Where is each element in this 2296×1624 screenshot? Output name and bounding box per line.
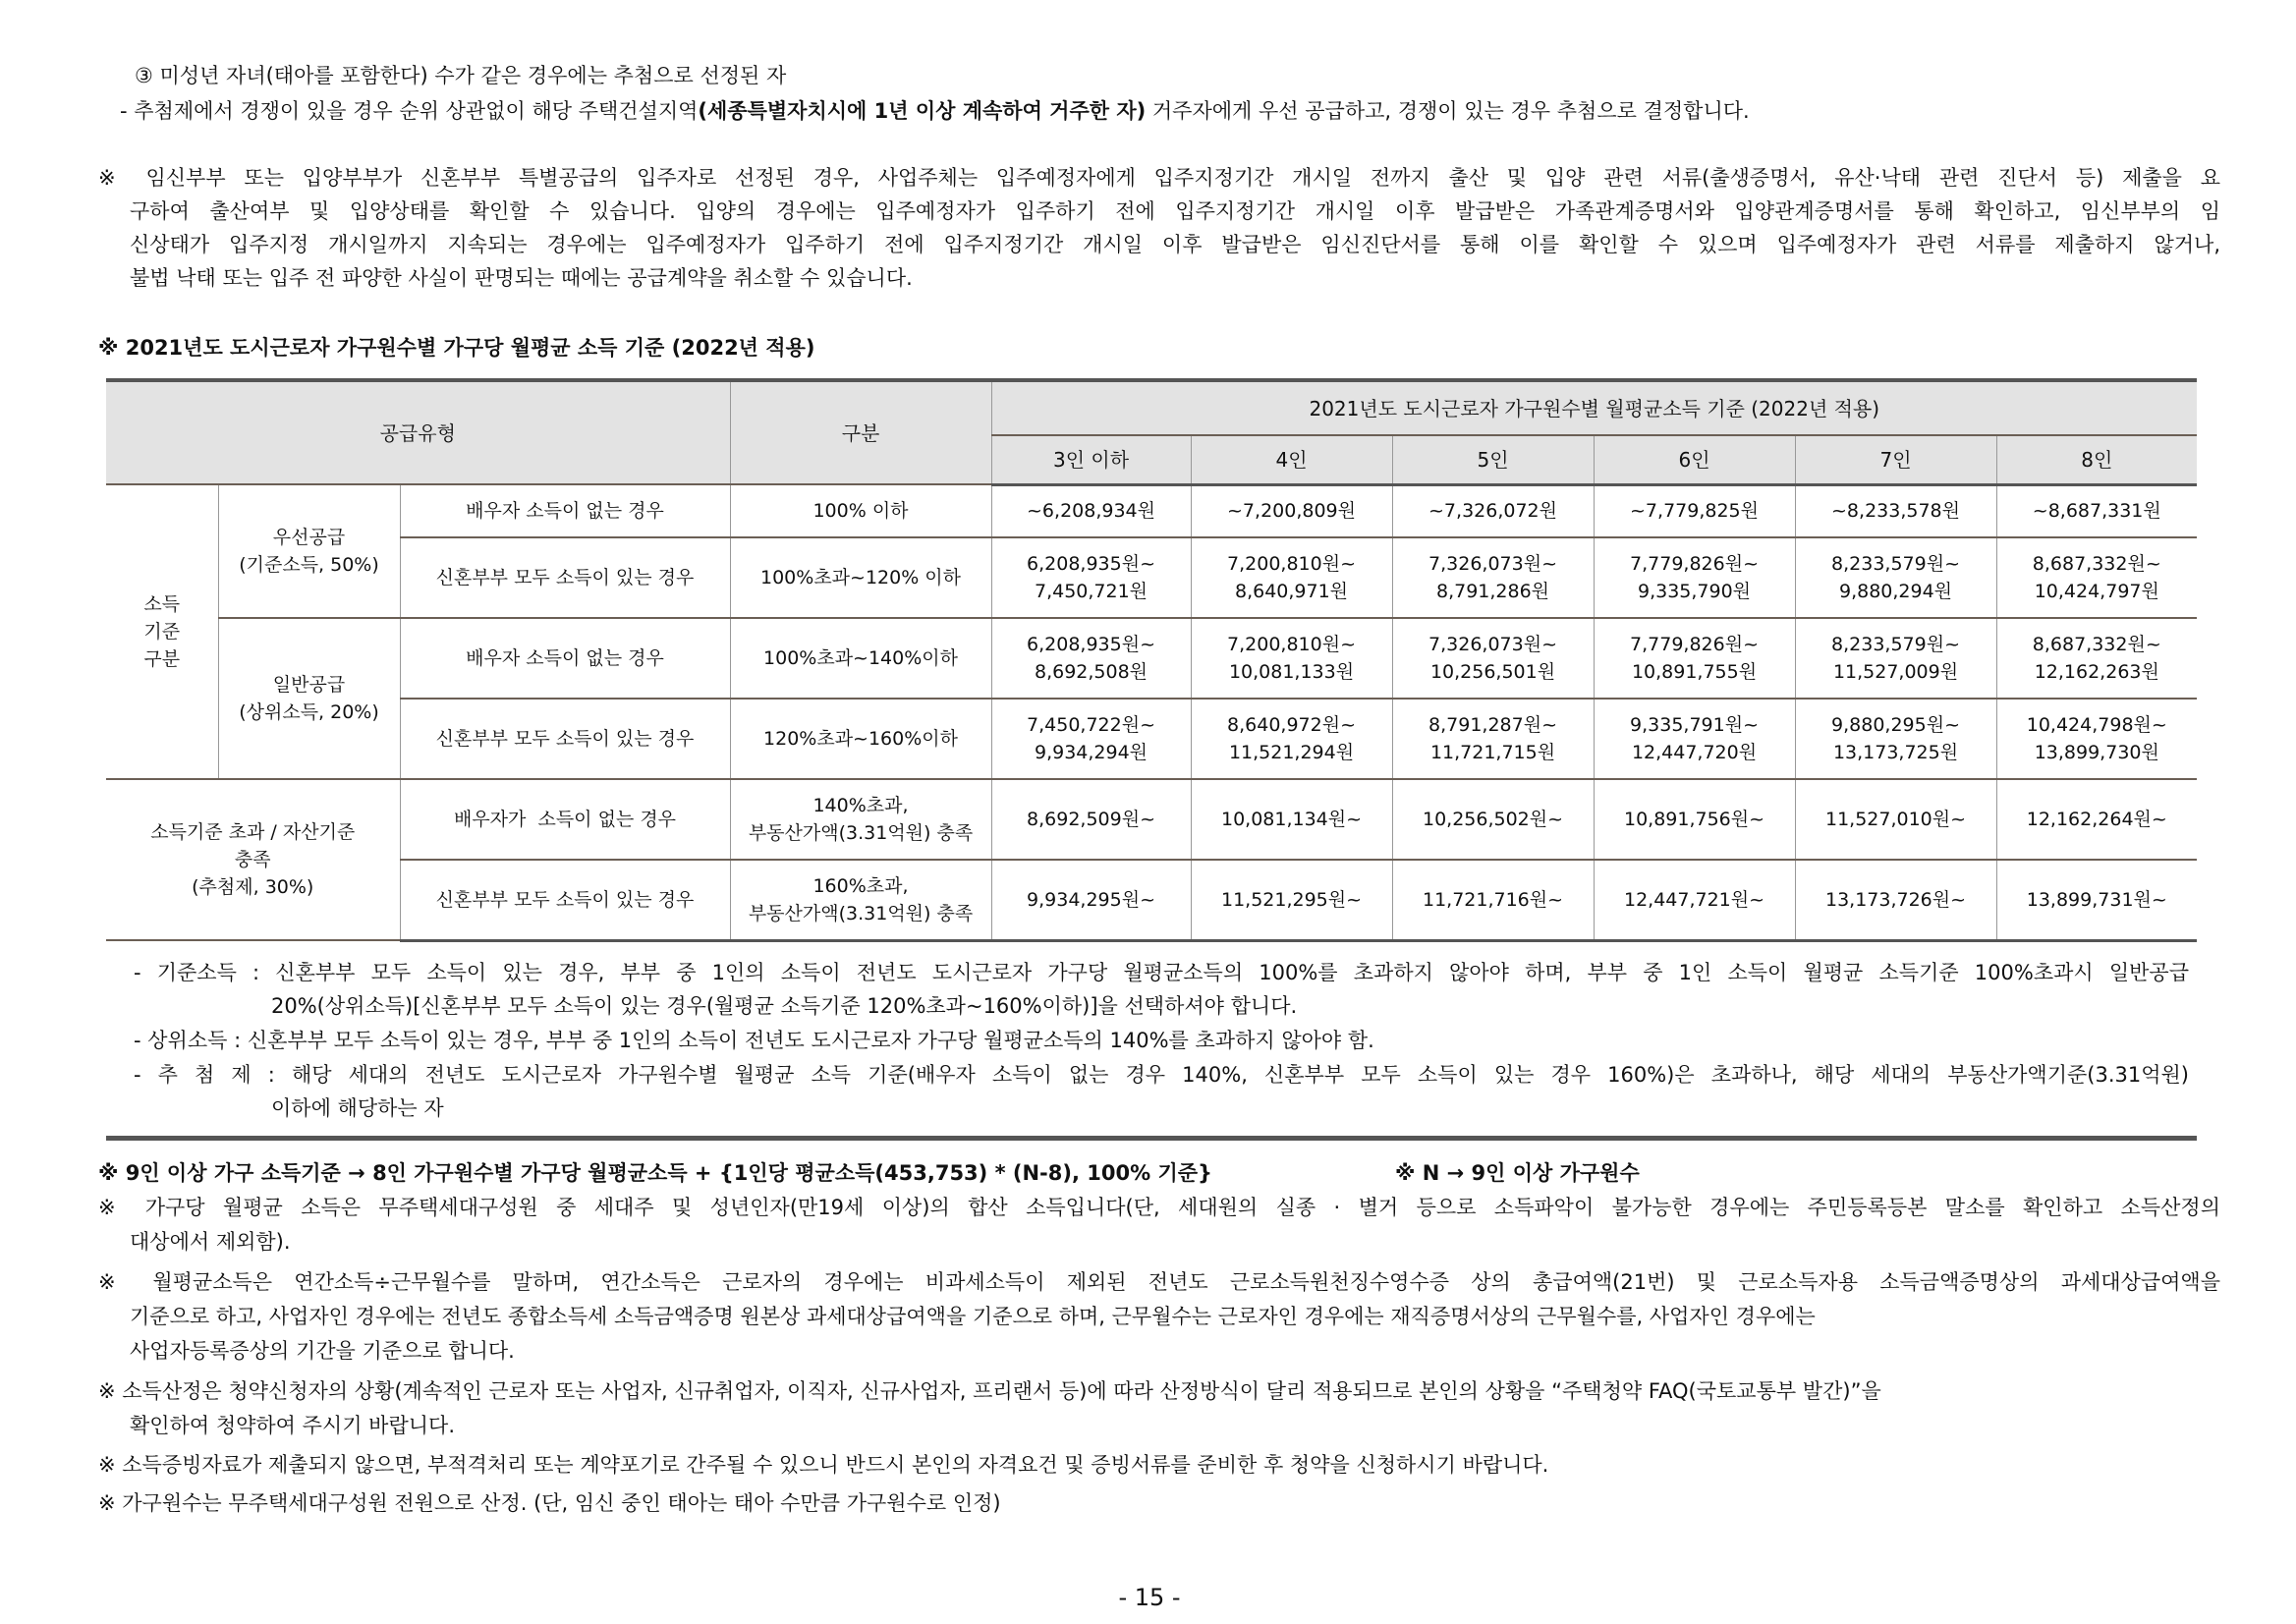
header-income-standard: 2021년도 도시근로자 가구원수별 월평균소득 기준 (2022년 적용) [991,380,2197,435]
pregnancy-note-line-3: 신상태가 입주지정 개시일까지 지속되는 경우에는 입주예정자가 입주하기 전에 입주지정기간 개시일 이후 발급받은 임신진단서를 통해 이를 확인할 수 있으며 입주예정자가 관련 서류를 제출하지 않거나, [130,233,2220,256]
income-cell: 7,779,826원~ 10,891,755원 [1594,618,1795,699]
income-standard-table [106,378,2197,942]
income-cell: 11,721,716원~ [1392,860,1594,940]
row-condition: 신혼부부 모두 소득이 있는 경우 [400,860,730,940]
income-cell: 11,527,010원~ [1795,779,1996,860]
income-cell: 9,335,791원~ 12,447,720원 [1594,699,1795,779]
note-household-income-2: 대상에서 제외함). [130,1230,291,1254]
row-range: 160%초과, 부동산가액(3.31억원) 충족 [730,860,991,940]
income-cell: 7,200,810원~ 8,640,971원 [1191,537,1392,618]
income-cell: ~8,687,331원 [1996,484,2197,537]
income-cell: 7,779,826원~ 9,335,790원 [1594,537,1795,618]
intro-line-2-bold: (세종특별자치시에 1년 이상 계속하여 거주한 자) [698,99,1147,123]
general-supply-label: 일반공급 (상위소득, 20%) [218,618,400,779]
priority-supply-label: 우선공급 (기준소득, 50%) [218,484,400,618]
intro-line-2-c: 거주자에게 우선 공급하고, 경쟁이 있는 경우 추첨으로 결정합니다. [1146,99,1750,123]
row-range: 100%초과~140%이하 [730,618,991,699]
income-cell: 11,521,295원~ [1191,860,1392,940]
table-title: ※ 2021년도 도시근로자 가구원수별 가구당 월평균 소득 기준 (2022년 적용) [98,336,815,360]
income-cell: 8,640,972원~ 11,521,294원 [1191,699,1392,779]
header-size-6: 6인 [1594,435,1795,484]
note-n-definition: ※ N → 9인 이상 가구원수 [1395,1161,1640,1185]
income-cell: 8,687,332원~ 10,424,797원 [1996,537,2197,618]
header-size-7: 7인 [1795,435,1996,484]
income-cell: 7,326,073원~ 8,791,286원 [1392,537,1594,618]
income-cell: 9,934,295원~ [991,860,1191,940]
income-cell: 10,424,798원~ 13,899,730원 [1996,699,2197,779]
income-cell: 6,208,935원~ 8,692,508원 [991,618,1191,699]
header-division: 구분 [730,380,991,484]
table-row [106,860,2197,940]
row-condition: 신혼부부 모두 소득이 있는 경우 [400,537,730,618]
income-cell: 10,256,502원~ [1392,779,1594,860]
income-cell: 8,687,332원~ 12,162,263원 [1996,618,2197,699]
note-base-income-1: - 기준소득 : 신혼부부 모두 소득이 있는 경우, 부부 중 1인의 소득이 전년도 도시근로자 가구당 월평균소득의 100%를 초과하지 않아야 하며, 부부 중 1인 소득이 월평균 소득기준 100%초과시 일반공급 [134,961,2189,984]
income-cell: 8,233,579원~ 11,527,009원 [1795,618,1996,699]
income-cell: 13,899,731원~ [1996,860,2197,940]
income-cell: 7,200,810원~ 10,081,133원 [1191,618,1392,699]
table-row [106,779,2197,860]
note-monthly-income-1: ※ 월평균소득은 연간소득÷근무월수를 말하며, 연간소득은 근로자의 경우에는 비과세소득이 제외된 전년도 근로소득원천징수영수증 상의 총급여액(21번) 및 근로소득자용 소득금액증명상의 과세대상급여액을 [98,1270,2220,1294]
note-upper-income: - 상위소득 : 신혼부부 모두 소득이 있는 경우, 부부 중 1인의 소득이 전년도 도시근로자 가구당 월평균소득의 140%를 초과하지 않아야 함. [134,1029,1374,1052]
row-condition: 배우자 소득이 없는 경우 [400,484,730,537]
row-condition: 배우자가 소득이 없는 경우 [400,779,730,860]
note-lottery-1: - 추 첨 제 : 해당 세대의 전년도 도시근로자 가구원수별 월평균 소득 기준(배우자 소득이 없는 경우 140%, 신혼부부 모두 소득이 있는 경우 160%)은 초과하나, 해당 세대의 부동산가액기준(3.31억원) [134,1063,2189,1087]
pregnancy-note-line-2: 구하여 출산여부 및 입양상태를 확인할 수 있습니다. 입양의 경우에는 입주예정자가 입주하기 전에 입주지정기간 개시일 이후 발급받은 가족관계증명서와 입양관계증명서를 통해 확인하고, 임신부부의 임 [130,199,2220,223]
row-condition: 신혼부부 모두 소득이 있는 경우 [400,699,730,779]
income-cell: 8,233,579원~ 9,880,294원 [1795,537,1996,618]
row-condition: 배우자 소득이 없는 경우 [400,618,730,699]
note-income-calc-1: ※ 소득산정은 청약신청자의 상황(계속적인 근로자 또는 사업자, 신규취업자, 이직자, 신규사업자, 프리랜서 등)에 따라 산정방식이 달리 적용되므로 본인의 상황을 “주택청약 FAQ(국토교통부 발간)”을 [98,1379,1881,1403]
income-cell: 6,208,935원~ 7,450,721원 [991,537,1191,618]
income-cell: 8,692,509원~ [991,779,1191,860]
table-row [106,699,2197,779]
row-range: 100% 이하 [730,484,991,537]
section-divider [106,1136,2197,1141]
note-monthly-income-2: 기준으로 하고, 사업자인 경우에는 전년도 종합소득세 소득금액증명 원본상 과세대상급여액을 기준으로 하며, 근무월수는 근로자인 경우에는 재직증명서상의 근무월수를, 사업자인 경우에는 [130,1305,1816,1328]
income-cell: 10,081,134원~ [1191,779,1392,860]
income-cell: 12,447,721원~ [1594,860,1795,940]
header-size-3: 3인 이하 [991,435,1191,484]
income-cell: 13,173,726원~ [1795,860,1996,940]
income-group-label: 소득 기준 구분 [106,484,218,779]
income-cell: 8,791,287원~ 11,721,715원 [1392,699,1594,779]
income-cell: 10,891,756원~ [1594,779,1795,860]
income-cell: 7,450,722원~ 9,934,294원 [991,699,1191,779]
note-household-income-1: ※ 가구당 월평균 소득은 무주택세대구성원 중 세대주 및 성년인자(만19세 이상)의 합산 소득입니다(단, 세대원의 실종 · 별거 등으로 소득파악이 불가능한 경우에는 주민등록등본 말소를 확인하고 소득산정의 [98,1196,2220,1219]
lottery-supply-label: 소득기준 초과 / 자산기준 충족 (추첨제, 30%) [106,779,400,940]
income-cell: ~6,208,934원 [991,484,1191,537]
income-cell: 9,880,295원~ 13,173,725원 [1795,699,1996,779]
note-income-calc-2: 확인하여 청약하여 주시기 바랍니다. [130,1414,455,1437]
table-row [106,618,2197,699]
note-household-count: ※ 가구원수는 무주택세대구성원 전원으로 산정. (단, 임신 중인 태아는 태아 수만큼 가구원수로 인정) [98,1491,1001,1515]
row-range: 140%초과, 부동산가액(3.31억원) 충족 [730,779,991,860]
note-nine-plus: ※ 9인 이상 가구 소득기준 → 8인 가구원수별 가구당 월평균소득 + {1인당 평균소득(453,753) * (N-8), 100% 기준} [98,1161,1212,1185]
intro-line-2-a: - 추첨제에서 경쟁이 있을 경우 순위 상관없이 해당 주택건설지역 [120,99,699,123]
header-size-8: 8인 [1996,435,2197,484]
income-cell: ~7,200,809원 [1191,484,1392,537]
pregnancy-note-line-1: ※ 임신부부 또는 입양부부가 신혼부부 특별공급의 입주자로 선정된 경우, 사업주체는 입주예정자에게 입주지정기간 개시일 전까지 출산 및 입양 관련 서류(출생증명서, 유산·낙태 관련 진단서 등) 제출을 요 [98,166,2220,190]
header-size-4: 4인 [1191,435,1392,484]
intro-line-2 [120,96,1750,126]
income-cell: ~7,779,825원 [1594,484,1795,537]
table-row [106,537,2197,618]
note-base-income-2: 20%(상위소득)[신혼부부 모두 소득이 있는 경우(월평균 소득기준 120%초과~160%이하)]을 선택하셔야 합니다. [271,994,1298,1018]
note-lottery-2: 이하에 해당하는 자 [271,1096,444,1120]
income-cell: ~8,233,578원 [1795,484,1996,537]
income-cell: 7,326,073원~ 10,256,501원 [1392,618,1594,699]
row-range: 100%초과~120% 이하 [730,537,991,618]
page-number: - 15 - [1118,1584,1181,1611]
income-cell: 12,162,264원~ [1996,779,2197,860]
table-row [106,484,2197,537]
row-range: 120%초과~160%이하 [730,699,991,779]
note-monthly-income-3: 사업자등록증상의 기간을 기준으로 합니다. [130,1339,515,1363]
income-cell: ~7,326,072원 [1392,484,1594,537]
pregnancy-note-line-4: 불법 낙태 또는 입주 전 파양한 사실이 판명되는 때에는 공급계약을 취소할 수 있습니다. [130,266,913,290]
header-size-5: 5인 [1392,435,1594,484]
note-proof-documents: ※ 소득증빙자료가 제출되지 않으면, 부적격처리 또는 계약포기로 간주될 수 있으니 반드시 본인의 자격요건 및 증빙서류를 준비한 후 청약을 신청하시기 바랍니다. [98,1453,1549,1477]
intro-line-1: ③ 미성년 자녀(태아를 포함한다) 수가 같은 경우에는 추첨으로 선정된 자 [135,64,787,87]
header-supply-type: 공급유형 [106,380,730,484]
